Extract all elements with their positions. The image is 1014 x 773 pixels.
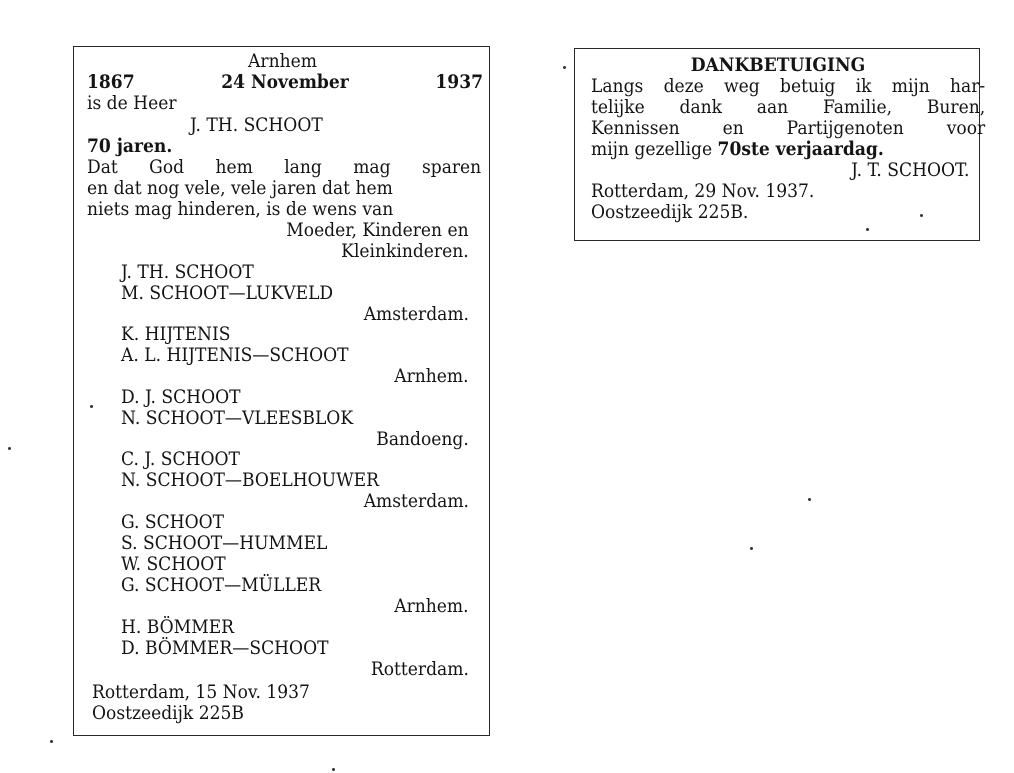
body-line-4: mijn gezellige 70ste verjaardag. — [591, 138, 884, 160]
place-date: Rotterdam, 15 Nov. 1937 — [92, 681, 310, 703]
family-city: Bandoeng. — [376, 428, 469, 450]
thank-you-notice — [574, 48, 986, 241]
family-name: S. SCHOOT—HUMMEL — [121, 532, 328, 554]
family-name: H. BÖMMER — [121, 616, 235, 638]
family-city: Amsterdam. — [363, 490, 469, 512]
wish-line-2: en dat nog vele, vele jaren dat hem — [87, 177, 393, 199]
scan-speck — [866, 228, 869, 231]
family-city: Amsterdam. — [363, 303, 469, 325]
scan-speck — [920, 214, 923, 217]
body-line-1: Langs deze weg betuig ik mijn har- — [591, 75, 986, 97]
intro-text: is de Heer — [87, 92, 177, 114]
signature: J. T. SCHOOT. — [850, 159, 969, 181]
city-heading: Arnhem — [248, 50, 317, 72]
address: Oostzeedijk 225B — [92, 702, 244, 724]
family-name: J. TH. SCHOOT — [121, 261, 254, 283]
current-year: 1937 — [435, 71, 483, 93]
notice-title: DANKBETUIGING — [690, 54, 866, 76]
place-date: Rotterdam, 29 Nov. 1937. — [591, 180, 815, 202]
date-row — [87, 72, 483, 93]
date: 24 November — [221, 71, 349, 93]
scan-speck — [8, 447, 11, 450]
family-name: G. SCHOOT — [121, 511, 225, 533]
birthday-announcement — [73, 46, 490, 736]
family-name: M. SCHOOT—LUKVELD — [121, 282, 334, 304]
wish-line-5: Kleinkinderen. — [341, 240, 469, 262]
family-name: D. J. SCHOOT — [121, 386, 241, 408]
family-name: N. SCHOOT—BOELHOUWER — [121, 469, 380, 491]
scan-speck — [50, 740, 53, 743]
honoree-name: J. TH. SCHOOT — [190, 114, 323, 136]
address: Oostzeedijk 225B. — [591, 201, 749, 223]
family-name: W. SCHOOT — [121, 553, 226, 575]
wish-line-4: Moeder, Kinderen en — [286, 219, 469, 241]
scan-speck — [750, 547, 753, 550]
family-name: K. HIJTENIS — [121, 323, 231, 345]
family-city: Rotterdam. — [370, 658, 469, 680]
family-name: C. J. SCHOOT — [121, 448, 240, 470]
body-line-3: Kennissen en Partijgenoten voor — [591, 117, 986, 139]
body-line-2: telijke dank aan Familie, Buren, — [591, 96, 986, 118]
scan-speck — [563, 66, 566, 69]
scan-speck — [808, 498, 811, 501]
family-city: Arnhem. — [394, 595, 469, 617]
wish-line-1: Dat God hem lang mag sparen — [87, 156, 482, 178]
scan-speck — [332, 768, 335, 771]
wish-line-3: niets mag hinderen, is de wens van — [87, 198, 394, 220]
birthday-phrase: 70ste verjaardag. — [717, 138, 884, 160]
family-city: Arnhem. — [394, 365, 469, 387]
family-name: A. L. HIJTENIS—SCHOOT — [121, 344, 349, 366]
family-name: G. SCHOOT—MÜLLER — [121, 574, 322, 596]
birth-year: 1867 — [87, 71, 135, 93]
scan-speck — [90, 405, 93, 408]
family-name: N. SCHOOT—VLEESBLOK — [121, 407, 354, 429]
age-text: 70 jaren. — [87, 135, 173, 157]
family-name: D. BÖMMER—SCHOOT — [121, 637, 329, 659]
